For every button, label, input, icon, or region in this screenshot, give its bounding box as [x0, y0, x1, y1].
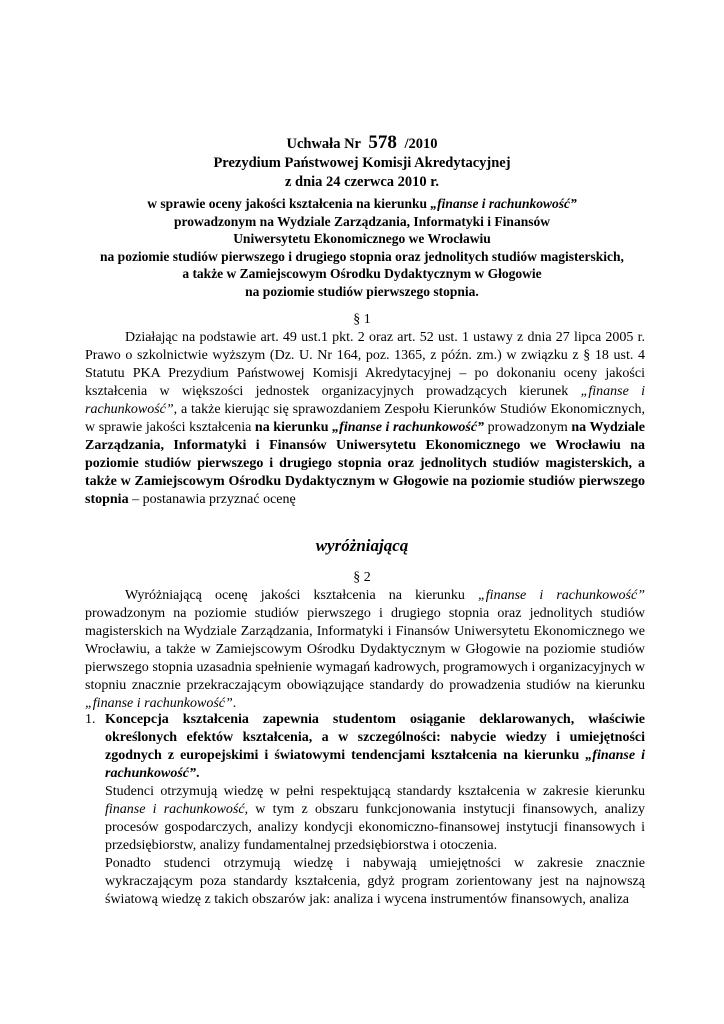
- subject-line-3: Uniwersytetu Ekonomicznego we Wrocławiu: [233, 231, 491, 246]
- list-item-1-number: 1.: [85, 712, 96, 727]
- s2-text-c: .: [232, 696, 237, 711]
- item1-text-b: .: [196, 766, 200, 781]
- s1-text-c: prowadzonym: [484, 420, 572, 435]
- d1-field: finanse i rachunkowość: [105, 802, 245, 817]
- s1-bold-b: na Wydziale Zarządzania, Informatyki i Finansów Uniwersytetu Ekonomicznego we Wrocławiu na poziomie studiów pierwszego i drugiego stopnia oraz jednolitych studiów magisterskich, a także w Zamiejscowym Ośrodku Dydaktycznym w Głogowie na poziomie studiów pierwszego stopnia: [85, 420, 645, 507]
- subject-field-of-study: „finanse i rachunkowość”: [430, 196, 577, 211]
- details-paragraph-1: [105, 783, 645, 855]
- s1-bold-a: na kierunku: [254, 420, 333, 435]
- s1-field-b: „finanse i rachunkowość”: [332, 420, 485, 435]
- d1-text-a: Studenci otrzymują wiedzę w pełni respektującą standardy kształcenia w zakresie kierunku: [105, 784, 645, 799]
- resolution-label: Uchwała Nr: [286, 136, 361, 152]
- section-1-mark: § 1: [353, 312, 371, 327]
- date-line: z dnia 24 czerwca 2010 r.: [284, 174, 440, 190]
- subject-line-2: prowadzonym na Wydziale Zarządzania, Informatyki i Finansów: [174, 213, 550, 229]
- list-item-1-text: [105, 711, 645, 783]
- s1-text-d: – postanawia przyznać ocenę: [128, 492, 296, 507]
- d1-text-b: , w tym z obszaru funkcjonowania instytucji finansowych, analizy procesów gospodarczych, analizy kondycji ekonomiczno-finansowej instytucji finansowych i przedsiębiorstw, analizy fundamentalnej przedsiębiorstwa i otoczenia.: [105, 802, 645, 853]
- s1-text-a: Działając na podstawie art. 49 ust.1 pkt. 2 oraz art. 52 ust. 1 ustawy z dnia 27 lipca 2005 r. Prawo o szkolnictwie wyższym (Dz. U. Nr 164, poz. 1365, z późn. zm.) w związku z § 18 ust. 4 Statutu PKA Prezydium Państwowej Komisji Akredytacyjnej – po dokonaniu oceny jakości kształcenia w większości jednostek organizacyjnych prowadzących kierunek: [85, 330, 645, 399]
- resolution-year: /2010: [404, 136, 438, 152]
- subject-line-1: [60, 195, 664, 213]
- s2-field-a: „finanse i rachunkowość”: [478, 588, 645, 603]
- section-2-mark: § 2: [353, 570, 371, 585]
- details-paragraph-2: Ponadto studenci otrzymują wiedzę i nabywają umiejętności w zakresie znacznie wykraczającym poza standardy kształcenia, gdyż program zorientowany jest na najnowszą światową wiedzę z takich obszarów jak: analiza i wycena instrumentów finansowych, analiza: [105, 856, 645, 907]
- subject-line-4: na poziomie studiów pierwszego i drugiego stopnia oraz jednolitych studiów magisterskich,: [100, 248, 624, 264]
- s2-field-b: „finanse i rachunkowość”: [85, 696, 233, 711]
- s2-text-b: prowadzonym na poziomie studiów pierwszego i drugiego stopnia oraz jednolitych studiów magisterskich na Wydziale Zarządzania, Informatyki i Finansów Uniwersytetu Ekonomicznego we Wrocławiu, a także w Zamiejscowym Ośrodku Dydaktycznym w Głogowie na poziomie studiów pierwszego stopnia uzasadnia spełnienie wymagań kadrowych, programowych i organizacyjnych w stopniu znacznie przekraczającym obowiązujące standardy do prowadzenia studiów na kierunku: [85, 606, 645, 693]
- s1-field-a: „finanse i rachunkowość”: [85, 384, 645, 417]
- issuer-line: Prezydium Państwowej Komisji Akredytacyjnej: [213, 155, 511, 171]
- assessment-result: wyróżniającą: [315, 536, 409, 555]
- resolution-number-line: [60, 133, 664, 154]
- resolution-number: 578: [368, 132, 397, 153]
- section-1-text: [85, 329, 645, 509]
- subject-line-5: a także w Zamiejscowym Ośrodku Dydaktycznym w Głogowie: [182, 266, 542, 281]
- s1-text-b: , a także kierując się sprawozdaniem Zespołu Kierunków Studiów Ekonomicznych, w sprawie jakości kształcenia: [85, 402, 645, 435]
- item1-text-a: Koncepcja kształcenia zapewnia studentom osiąganie deklarowanych, właściwie określonych efektów kształcenia, a w szczególności: nabycie wiedzy i umiejętności zgodnych z europejskimi i światowymi tendencjami kształcenia na kierunku: [105, 712, 645, 763]
- section-2-text: [85, 587, 645, 713]
- subject-line-6: na poziomie studiów pierwszego stopnia.: [245, 283, 479, 299]
- s2-text-a: Wyróżniającą ocenę jakości kształcenia na kierunku: [125, 588, 478, 603]
- resolution-header: [60, 133, 664, 192]
- list-item-1-details: [105, 783, 645, 909]
- item1-field: „finanse i rachunkowość”: [105, 748, 645, 781]
- resolution-subject: [60, 195, 664, 300]
- subject-text: w sprawie oceny jakości kształcenia na kierunku: [147, 196, 431, 211]
